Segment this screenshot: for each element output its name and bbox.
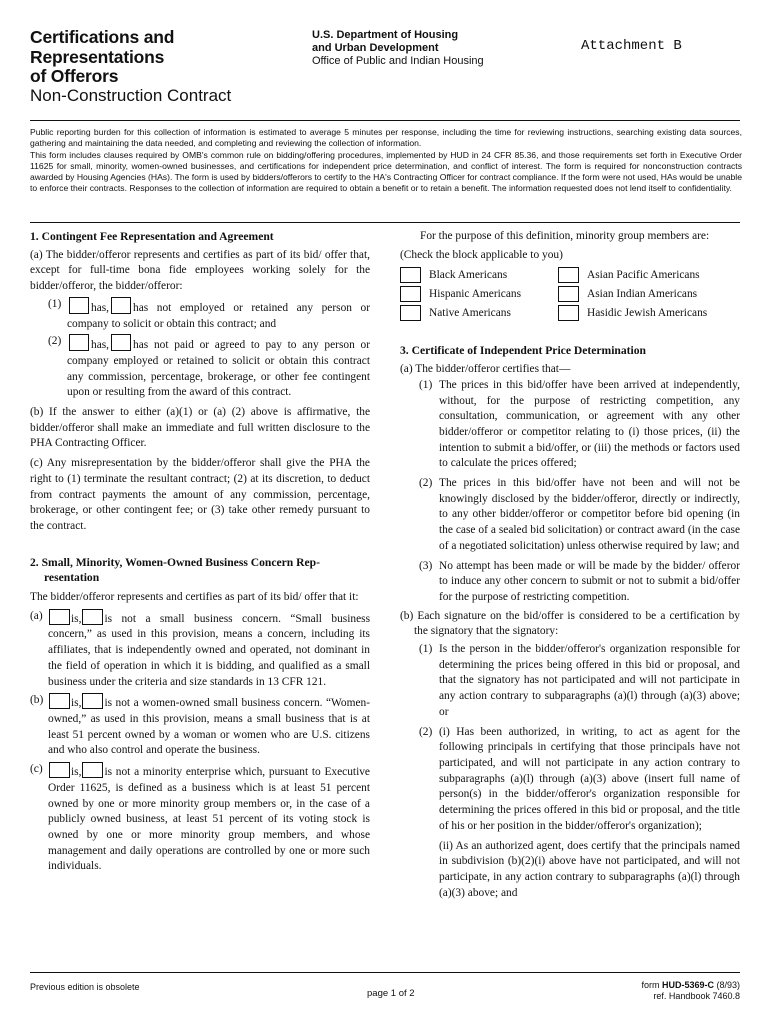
section2-heading-line-1: 2. Small, Minority, Women-Owned Business Concern Rep- [30,555,320,569]
section3-a3 [419,559,740,606]
agency-line-3: Office of Public and Indian Housing [312,55,484,67]
section2-c-num: (c) [30,763,43,776]
minority-option-native[interactable] [400,305,558,321]
section1-a2-num: (2) [48,335,62,348]
section1-a-intro: (a) The bidder/offeror represents and certifies as part of its bid/ offer that, except for full-time bona fide employees working solely for the bidder/offeror, the bidder/offeror: [30,248,370,293]
section2-b-is: is, [71,697,82,710]
section3-a1-num: (1) [419,378,433,391]
section1-a1-num: (1) [48,297,62,310]
section2-a-num: (a) [30,609,43,622]
section1-a1 [48,297,370,332]
minority-check-prompt: (Check the block applicable to you) [400,248,563,261]
section2-b-num: (b) [30,694,44,707]
form-subtitle: Non-Construction Contract [30,86,232,105]
form-title [30,28,174,87]
agency-line-1: U.S. Department of Housing [312,29,459,41]
left-column [30,229,370,875]
burden-paragraph-1: Public reporting burden for this collection of information is estimated to average 5 minutes per response, including the time for reviewing instructions, searching existing data sources, gathering and maintaining the data needed, and completing and reviewing the collection of information. [30,127,742,148]
agency-block [312,29,484,68]
attachment-label: Attachment B [581,38,682,54]
has-paid-checkbox[interactable] [69,334,89,351]
title-line-1: Certifications and [30,27,175,47]
section2-heading [30,555,370,586]
section3-a2 [419,476,740,555]
minority-option-black[interactable] [400,267,558,283]
minority-option-asian-pacific[interactable] [558,267,740,283]
section2-intro: The bidder/offeror represents and certifies as part of its bid/ offer that it: [30,591,359,604]
section3-a2-num: (2) [419,477,433,490]
has-employed-checkbox[interactable] [69,297,89,314]
black-americans-checkbox[interactable] [400,267,421,283]
asian-pacific-americans-checkbox[interactable] [558,267,579,283]
section1-a1-has: has, [91,301,110,314]
section3-b1 [419,642,740,721]
minority-options [400,267,740,321]
minority-intro: For the purpose of this definition, minority group members are: [420,230,710,242]
minority-option-label: Native Americans [429,306,511,319]
section1-a2 [48,334,370,401]
is-not-small-business-checkbox[interactable] [82,609,103,625]
section3-a2-text: The prices in this bid/offer have not been and will not be knowingly disclosed by the bidder/offeror, directly or indirectly, to any other bidder/offeror or competitor before bid opening (in the case of a sealed bid solicitation) or contract award (in the case of a negotiated solicitation) unless otherwise required by law; and [439,477,740,552]
section1-a2-text: has not paid or agreed to pay to any person or company employed or retained to solicit or obtain this contract any commission, percentage, brokerage, or other fee contingent upon or resulting from the award of this contract. [67,339,370,399]
minority-option-asian-indian[interactable] [558,286,740,302]
title-line-3: of Offerors [30,66,119,86]
handbook-ref: ref. Handbook 7460.8 [653,991,740,1001]
title-line-2: Representations [30,46,165,67]
section2-b-text: is not a women-owned small business concern. “Women-owned,” as used in this provision, means a small business that is at least 51 percent owned by a woman or women who are U.S. citizens and who also control and operate the business. [48,697,370,757]
section2-a-is: is, [71,612,82,625]
section3-b1-text: Is the person in the bidder/offeror's organization responsible for determining the prices being offered in this bid or proposal, and that the signatory has not participated and will not participate in any action contrary to subparagraphs (a)(l) through (a)(3) above; or [439,643,740,718]
section1-c: (c) Any misrepresentation by the bidder/offeror shall give the PHA the right to (1) terminate the resultant contract; (2) at its discretion, to deduct from contract payments the amount of any commission, percentage, brokerage, or other contingent fee; or (3) take other remedy pursuant to the contract. [30,457,370,532]
burden-statement [30,127,742,195]
section2-c [30,762,370,875]
form-id: HUD-5369-C [661,980,714,990]
right-column [400,229,740,901]
section2-a-text: is not a small business concern. “Small business concern,” as used in this provision, means a concern, including its affiliates, that is independently owned and operated, not dominant in the field of operation in which it is bidding, and qualified as a small business under the criteria and size standards in 13 CFR 121. [48,612,370,688]
is-not-minority-checkbox[interactable] [82,762,103,778]
form-prefix: form [641,980,662,990]
section3-a1 [419,378,740,472]
form-date: (8/93) [713,980,740,990]
section3-b1-num: (1) [419,643,433,656]
section3-b-intro: (b) Each signature on the bid/offer is considered to be a certification by the signatory that the signatory: [400,609,740,638]
section1-a2-has: has, [91,339,110,352]
section2-heading-line-2: resentation [44,571,100,585]
is-minority-checkbox[interactable] [49,762,70,778]
section3-a-intro: (a) The bidder/offeror certifies that— [400,363,571,376]
is-small-business-checkbox[interactable] [49,609,70,625]
top-divider [30,120,740,121]
asian-indian-americans-checkbox[interactable] [558,286,579,302]
section3-b2-ii: (ii) As an authorized agent, does certify that the principals named in subdivision (b)(2)(i) above have not participated, and will not participate, in any action contrary to subparagraphs (a)(l) through (a)(3) above; and [439,839,740,899]
section2-b [30,693,370,759]
minority-option-label: Hispanic Americans [429,287,522,300]
footer-obsolete-note: Previous edition is obsolete [30,982,140,992]
is-women-owned-checkbox[interactable] [49,693,70,709]
section3-b2-num: (2) [419,725,433,738]
section1-heading: 1. Contingent Fee Representation and Agreement [30,230,274,243]
form-number-block [617,980,740,1002]
section3-a1-text: The prices in this bid/offer have been arrived at independently, without, for the purpose of restricting competition, any consultation, communication, or agreement with any other bidder/offeror or competitor relating to (i) those prices, (ii) the intention to submit a bid/offer, or (iii) the methods or factors used to calculate the prices offered; [439,378,740,470]
minority-option-hispanic[interactable] [400,286,558,302]
page-number: page 1 of 2 [367,988,415,999]
minority-option-label: Hasidic Jewish Americans [587,306,708,319]
is-not-women-owned-checkbox[interactable] [82,693,103,709]
section1-a1-text: has not employed or retained any person or company to solicit or obtain this contract; and [67,301,370,330]
has-not-employed-checkbox[interactable] [111,297,131,314]
minority-option-label: Black Americans [429,268,508,281]
minority-option-label: Asian Pacific Americans [587,268,700,281]
section3-heading: 3. Certificate of Independent Price Determination [400,344,646,358]
minority-option-label: Asian Indian Americans [587,287,698,300]
minority-option-hasidic[interactable] [558,305,740,321]
agency-line-2: and Urban Development [312,42,439,54]
section1-b: (b) If the answer to either (a)(1) or (a) (2) above is affirmative, the bidder/offeror shall make an immediate and full written disclosure to the PHA Contracting Officer. [30,406,370,450]
section3-a3-text: No attempt has been made or will be made by the bidder/ offeror to induce any other concern to submit or not to submit a bid/offer for the purpose of restricting competition. [439,559,740,603]
section2-c-is: is, [71,766,82,779]
burden-divider [30,222,740,223]
section3-b2 [419,725,740,835]
native-americans-checkbox[interactable] [400,305,421,321]
hasidic-jewish-americans-checkbox[interactable] [558,305,579,321]
section2-c-text: is not a minority enterprise which, pursuant to Executive Order 11625, is defined as a business which is at least 51 percent owned by one or more minority group members or, in the case of a publicly owned business, at least 51 percent of its voting stock is owned by one or more minority group members, and whose management and daily operations are controlled by one or more such individuals. [48,766,370,873]
footer-divider [30,972,740,973]
hispanic-americans-checkbox[interactable] [400,286,421,302]
has-not-paid-checkbox[interactable] [111,334,131,351]
section3-a3-num: (3) [419,559,433,572]
section3-b2-text: (i) Has been authorized, in writing, to act as agent for the following principals in certifying that those principals have not participated, and will not participate in any action contrary to subparagraphs (a)(l) through (a)(3) above (insert full name of person(s) in the bidder/offeror's organization responsible for determining the prices offered in this bid or proposal, and the title of his or her position in the bidder/offeror's organization); [439,725,740,832]
burden-paragraph-2: This form includes clauses required by OMB's common rule on bidding/offering procedures, implemented by HUD in 24 CFR 85.36, and those requirements set forth in Executive Order 11625 for small, minority, women-owned businesses, and certifications for independent price determination, and conflict of interest. The form is required for nonconstruction contracts awarded by Housing Agencies (HAs). The form is used by bidders/offerors to certify to the HA's Contracting Officer for contract compliance. If the form were not used, HAs would be unable to enforce their contracts. Responses to the collection of information are required to obtain a benefit or to retain a benefit. The information requested does not lend itself to confidentiality. [30,150,742,193]
section2-a [30,609,370,691]
